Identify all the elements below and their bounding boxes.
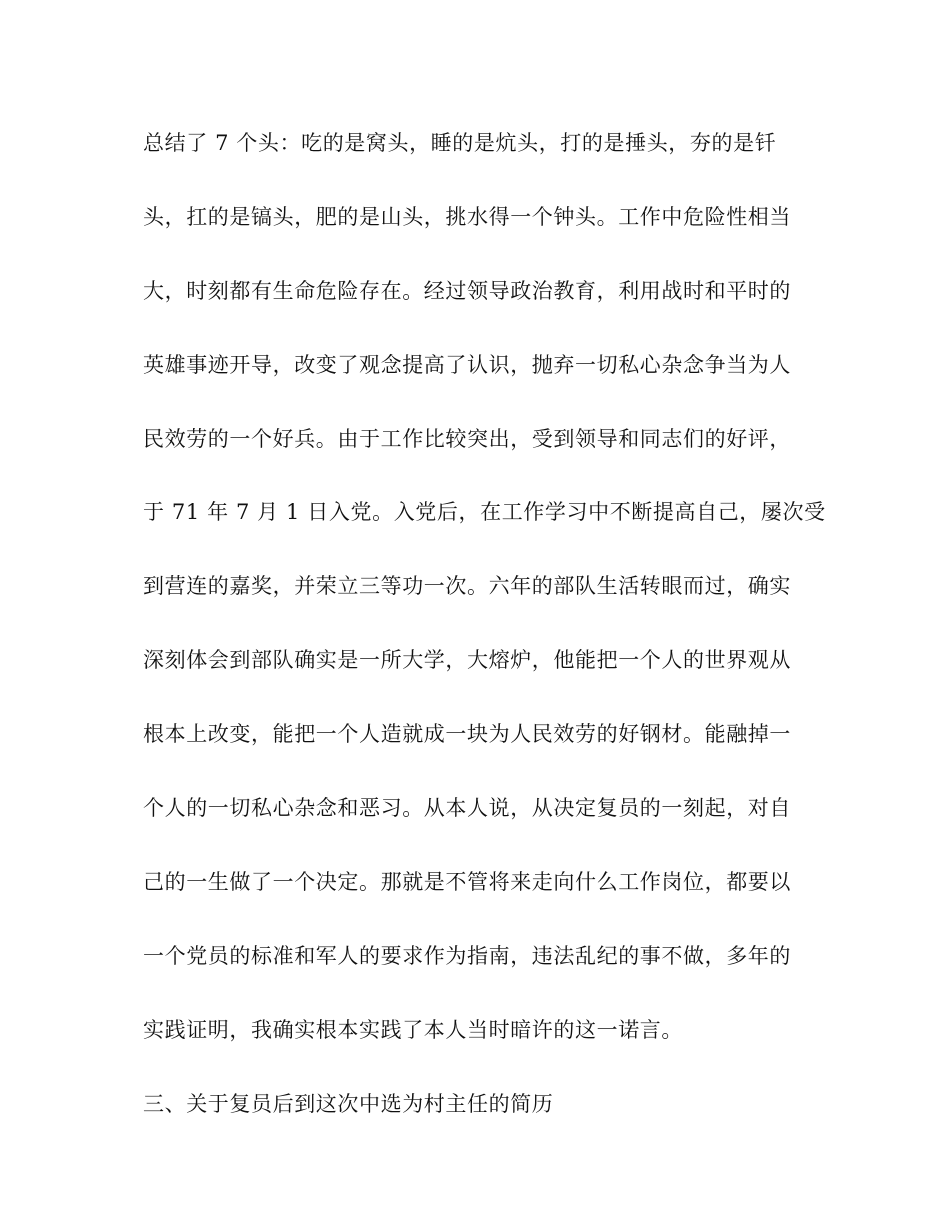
paragraph-line: 总结了 7 个头：吃的是窝头，睡的是炕头，打的是捶头，夯的是钎 xyxy=(143,131,777,155)
paragraph-line: 根本上改变，能把一个人造就成一块为人民效劳的好钢材。能融掉一 xyxy=(143,722,791,746)
paragraph-line: 大，时刻都有生命危险存在。经过领导政治教育，利用战时和平时的 xyxy=(143,279,791,303)
paragraph-line: 于 71 年 7 月 1 日入党。入党后，在工作学习中不断提高自己，屡次受 xyxy=(143,500,826,524)
paragraph-line: 英雄事迹开导，改变了观念提高了认识，抛弃一切私心杂念争当为人 xyxy=(143,353,791,377)
paragraph-line: 头，扛的是镐头，肥的是山头，挑水得一个钟头。工作中危险性相当 xyxy=(143,205,791,229)
paragraph-line: 实践证明，我确实根本实践了本人当时暗许的这一诺言。 xyxy=(143,1018,683,1042)
paragraph-line: 一个党员的标准和军人的要求作为指南，违法乱纪的事不做，多年的 xyxy=(143,944,791,968)
section-heading: 三、关于复员后到这次中选为村主任的简历 xyxy=(143,1092,554,1116)
paragraph-line: 个人的一切私心杂念和恶习。从本人说，从决定复员的一刻起，对自 xyxy=(143,796,791,820)
paragraph-line: 己的一生做了一个决定。那就是不管将来走向什么工作岗位，都要以 xyxy=(143,870,791,894)
paragraph-line: 深刻体会到部队确实是一所大学，大熔炉，他能把一个人的世界观从 xyxy=(143,648,791,672)
paragraph-line: 民效劳的一个好兵。由于工作比较突出，受到领导和同志们的好评， xyxy=(143,427,791,451)
paragraph-line: 到营连的嘉奖，并荣立三等功一次。六年的部队生活转眼而过，确实 xyxy=(143,574,791,598)
